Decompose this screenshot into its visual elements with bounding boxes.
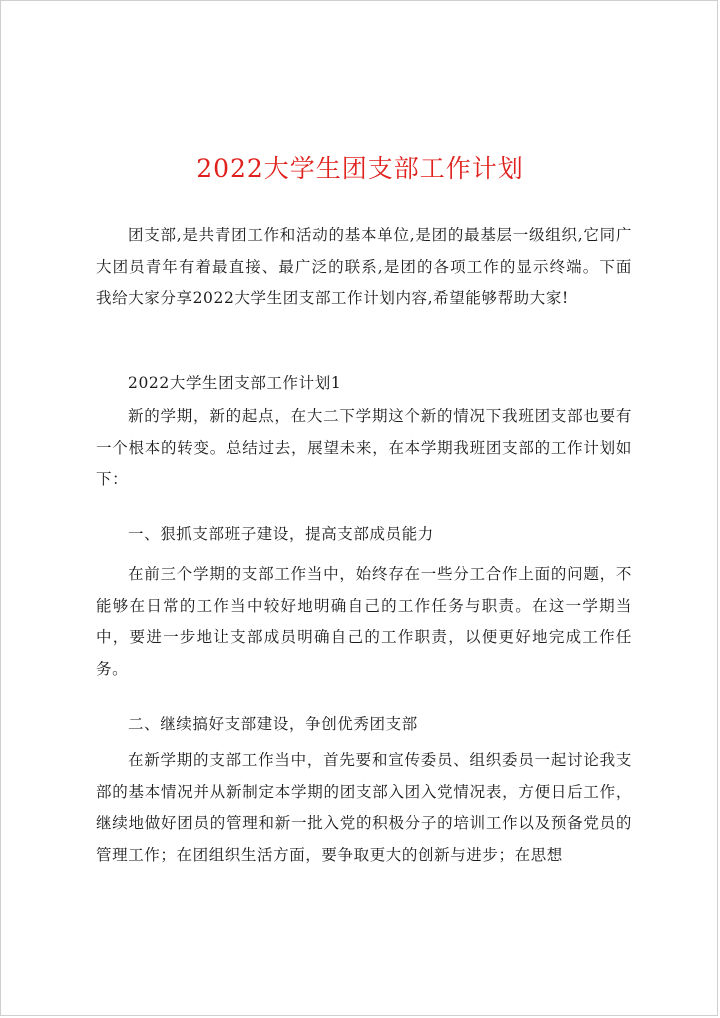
section-heading-2: 二、继续搞好支部建设，争创优秀团支部 (128, 715, 418, 733)
section-title: 2022大学生团支部工作计划1 (128, 374, 342, 392)
body-paragraph-3: 在新学期的支部工作当中，首先要和宣传委员、组织委员一起讨论我支部的基本情况并从新制定本学期的团支部入团入党情况表，方便日后工作，继续地做好团员的管理和新一批入党的积极分子的培训工作以及预备党员的管理工作；在团组织生活方面，要争取更大的创新与进步；在思想 (96, 751, 632, 864)
body-paragraph-2: 在前三个学期的支部工作当中，始终存在一些分工合作上面的问题，不能够在日常的工作当中较好地明确自己的工作任务与职责。在这一学期当中，要进一步地让支部成员明确自己的工作职责，以便更好地完成工作任务。 (96, 565, 632, 678)
intro-paragraph: 团支部,是共青团工作和活动的基本单位,是团的最基层一级组织,它同广大团员青年有着最直接、最广泛的联系,是团的各项工作的显示终端。下面我给大家分享2022大学生团支部工作计划内容,希望能够帮助大家! (96, 226, 632, 307)
document-title: 2022大学生团支部工作计划 (196, 154, 524, 183)
body-paragraph-1: 新的学期，新的起点，在大二下学期这个新的情况下我班团支部也要有一个根本的转变。总结过去，展望未来，在本学期我班团支部的工作计划如下： (96, 407, 632, 488)
section-heading-1: 一、狠抓支部班子建设，提高支部成员能力 (128, 525, 434, 543)
